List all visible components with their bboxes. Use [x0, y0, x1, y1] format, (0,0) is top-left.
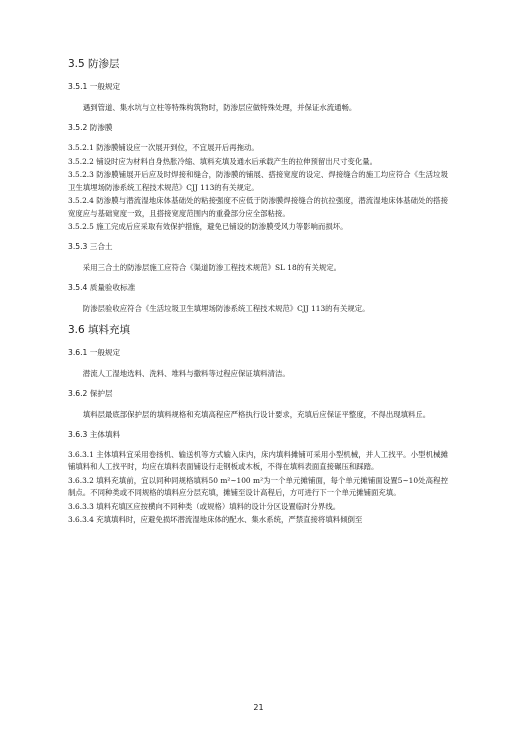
subsection-heading-3-5-4: 3.5.4 质量验收标准 — [68, 282, 136, 292]
clause-3-6-3-1: 3.6.3.1 主体填料宜采用卷扬机、输送机等方式输入床内，床内填料摊铺可采用小型机械，并人工找平。小型机械摊铺填料和人工找平时，均应在填料表面铺设行走钢板或木板，不得在填料表面直接碾压和踩踏。 — [68, 449, 448, 471]
clause-3-5-2-3: 3.5.2.3 防渗膜铺展开后应及时焊接和缝合，防渗膜的铺展、搭接宽度的设定、焊接缝合的施工均应符合《生活垃圾卫生填埋场防渗系统工程技术规范》CJJ 113的有关规定。 — [68, 170, 448, 192]
subsection-heading-3-5-1: 3.5.1 一般规定 — [68, 82, 121, 91]
paragraph-3-6-1: 潜流人工湿地选料、洗料、堆料与撒料等过程应保证填料清洁。 — [82, 368, 290, 378]
clause-3-6-3-2: 3.6.3.2 填料充填前，宜以同种同规格填料50 m²~100 m²为一个单元摊铺面，每个单元摊铺面设置5~10处高程控制点。不同种类或不同规格的填料应分层充填，摊铺至设计高程后，方可进行下一个单元摊铺面充填。 — [68, 475, 448, 497]
paragraph-3-5-3: 采用三合土的防渗层施工应符合《渠道防渗工程技术规范》SL 18的有关规定。 — [82, 262, 342, 272]
subsection-heading-3-5-3: 3.5.3 三合土 — [68, 241, 113, 251]
clause-3-5-2-5: 3.5.2.5 施工完成后应采取有效保护措施，避免已铺设的防渗膜受风力等影响而损坏。 — [68, 222, 348, 231]
clause-3-5-2-1: 3.5.2.1 防渗膜铺设应一次展开到位，不宜展开后再拖动。 — [68, 143, 259, 152]
paragraph-3-5-1: 遇到管道、集水坑与立柱等特殊构筑物时，防渗层应做特殊处理，并保证水流通畅。 — [82, 103, 357, 112]
subsection-heading-3-6-2: 3.6.2 保护层 — [68, 388, 113, 398]
clause-3-5-2-2: 3.5.2.2 铺设时应为材料自身热胀冷缩、填料充填及通水后承载产生的拉伸预留出尺寸变化量。 — [68, 156, 378, 166]
clause-3-6-3-3: 3.6.3.3 填料充填区应按横向不同种类（或规格）填料的设计分区设置临时分界线。 — [68, 501, 341, 511]
page-number: 21 — [253, 703, 264, 712]
paragraph-3-5-4: 防渗层验收应符合《生活垃圾卫生填埋场防渗系统工程技术规范》CJJ 113的有关规定。 — [82, 303, 370, 313]
section-heading-3-5: 3.5 防渗层 — [68, 58, 120, 70]
clause-3-6-3-4: 3.6.3.4 充填填料时，应避免损坏潜流湿地床体的配水、集水系统，严禁直接将填料倾倒至 — [68, 515, 363, 524]
paragraph-3-6-2: 填料层最底部保护层的填料规格和充填高程应严格执行设计要求，充填后应保证平整度，不得出现填料丘。 — [82, 409, 431, 419]
clause-3-5-2-4: 3.5.2.4 防渗膜与潜流湿地床体基础处的粘接强度不应低于防渗膜焊接缝合的抗拉强度，潜流湿地床体基础处的搭接宽度应与基础宽度一致，且搭接宽度范围内的重叠部分应全部粘接。 — [68, 196, 448, 218]
page-content — [68, 57, 448, 528]
subsection-heading-3-6-1: 3.6.1 一般规定 — [68, 347, 121, 357]
subsection-heading-3-6-3: 3.6.3 主体填料 — [68, 429, 121, 439]
section-heading-3-6: 3.6 填料充填 — [68, 323, 131, 336]
subsection-heading-3-5-2: 3.5.2 防渗膜 — [68, 123, 113, 132]
